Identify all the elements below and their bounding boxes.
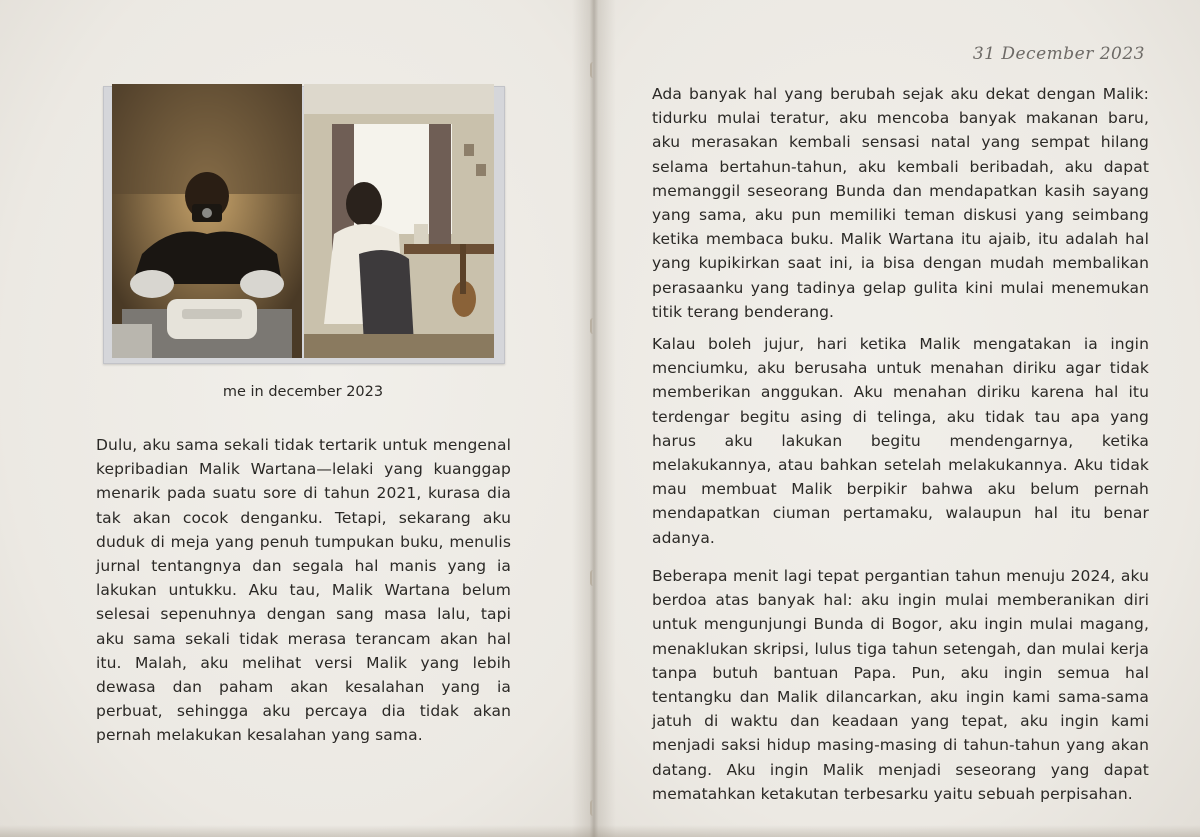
- binding-stitch: [590, 570, 598, 586]
- right-journal-paragraph-1: Ada banyak hal yang berubah sejak aku dekat dengan Malik: tidurku mulai teratur, aku mencoba banyak makanan baru, aku merasakan kembali sensasi natal yang sempat hilang selama bertahun-tahun, aku kembali beribadah, aku dapat memanggil seseorang Bunda dan mendapatkan kasih sayang yang sama, aku pun memiliki teman diskusi yang seimbang ketika membaca buku. Malik Wartana itu ajaib, itu adalah hal yang kupikirkan saat ini, ia bisa dengan mudah membalikan perasaanku yang tadinya gelap gulita kini mulai menemukan titik terang benderang.: [652, 85, 1149, 321]
- right-journal-paragraph-3: Beberapa menit lagi tepat pergantian tahun menuju 2024, aku berdoa atas banyak hal: aku ingin mulai memberanikan diri untuk mengunjungi Bunda di Bogor, aku ingin mulai magang, menaklukan skripsi, lulus tiga tahun setengah, dan mulai kerja tanpa butuh bantuan Papa. Pun, aku ingin semua hal tentangku dan Malik dilancarkan, aku ingin kami sama-sama jatuh di waktu dan keadaan yang tepat, aku ingin kami menjadi saksi hidup masing-masing di tahun-tahun yang akan datang. Aku ingin Malik menjadi seseorang yang dapat mematahkan ketakutan terbesarku yaitu sebuah perpisahan.: [652, 567, 1149, 803]
- journal-date: 31 December 2023: [972, 44, 1145, 64]
- page-bottom-edge: [0, 825, 1200, 837]
- book-spine-gutter: [572, 0, 616, 837]
- right-journal-paragraph-2: Kalau boleh jujur, hari ketika Malik mengatakan ia ingin menciumku, aku berusaha untuk menahan diriku agar tidak memberikan anggukan. Aku menahan diriku karena hal itu terdengar begitu asing di telinga, aku tidak tau apa yang harus aku lakukan begitu mendengarnya, ketika melakukannya, atau bahkan setelah melakukannya. Aku tidak mau membuat Malik berpikir bahwa aku belum pernah mendapatkan ciuman pertamaku, walaupun hal itu benar adanya.: [652, 335, 1149, 547]
- photo-selfie-illustration: [112, 84, 302, 358]
- photo-caption: me in december 2023: [222, 384, 384, 400]
- binding-stitch: [590, 318, 598, 334]
- left-journal-paragraph: Dulu, aku sama sekali tidak tertarik untuk mengenal kepribadian Malik Wartana—lelaki yang kuanggap menarik pada suatu sore di tahun 2021, kurasa dia tak akan cocok denganku. Tetapi, sekarang aku duduk di meja yang penuh tumpukan buku, menulis jurnal tentangnya dan segala hal manis yang ia lakukan untukku. Aku tau, Malik Wartana belum selesai sepenuhnya dengan sang masa lalu, tapi aku sama sekali tidak merasa terancam akan hal itu. Malah, aku melihat versi Malik yang lebih dewasa dan paham akan kesalahan yang ia perbuat, sehingga aku percaya dia tidak akan pernah melakukan kesalahan yang sama.: [96, 436, 511, 745]
- photo-window-illustration: [304, 84, 494, 358]
- binding-stitch: [590, 62, 598, 78]
- photo-girl-by-window: [304, 84, 494, 358]
- binding-stitch: [590, 800, 598, 816]
- photo-selfie-with-camera: [112, 84, 302, 358]
